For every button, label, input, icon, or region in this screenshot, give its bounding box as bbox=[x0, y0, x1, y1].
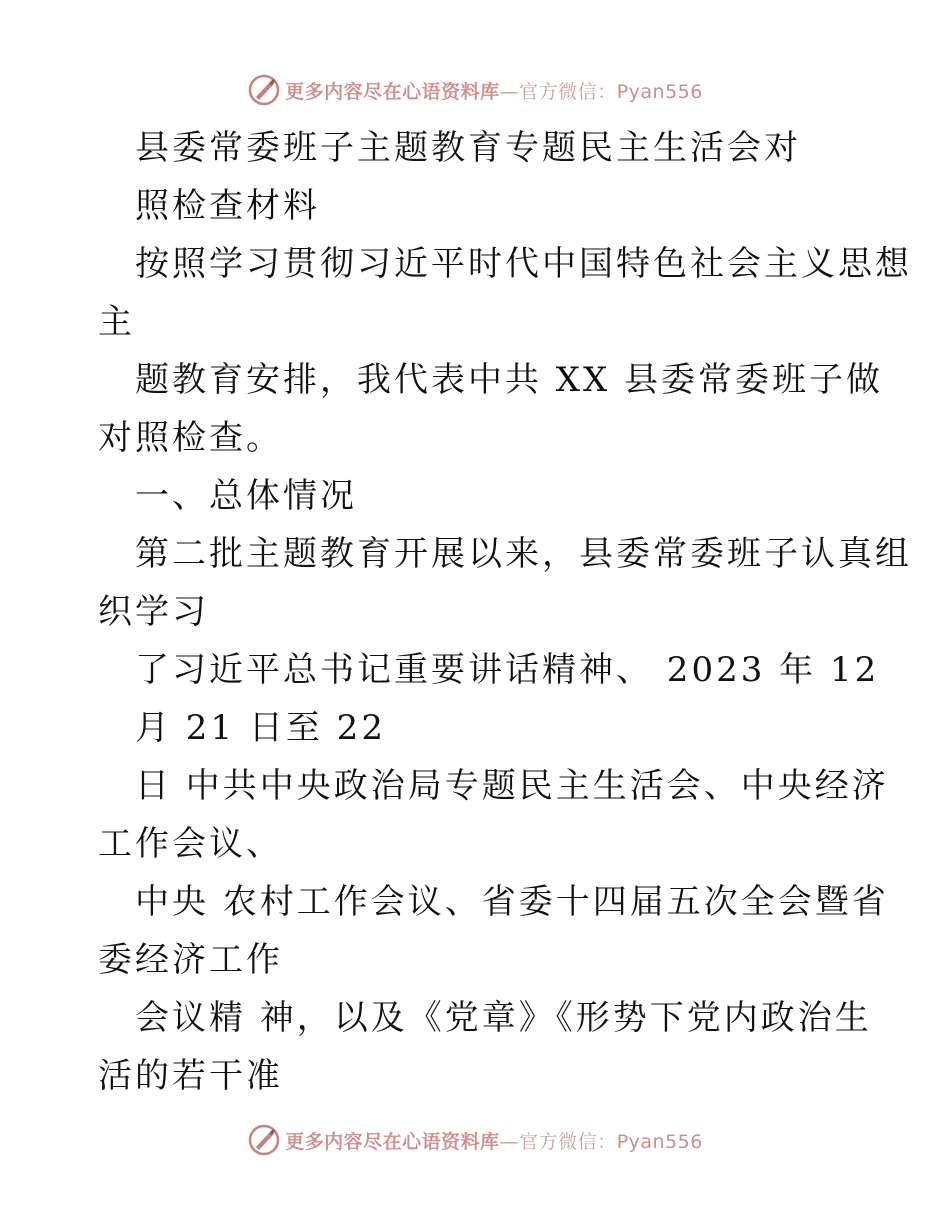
watermark-wechat-id: Pyan556 bbox=[616, 80, 703, 103]
paragraph-line: 委经济工作 bbox=[98, 940, 283, 980]
watermark-separator: —官方微信： bbox=[499, 1130, 617, 1153]
watermark-text bbox=[285, 1127, 703, 1154]
paragraph-line: 织学习 bbox=[98, 592, 209, 632]
paragraph-line: 日 中共中央政治局专题民主生活会、中央经济 bbox=[135, 766, 889, 806]
watermark-footer bbox=[0, 1120, 950, 1160]
paragraph-line: 题教育安排，我代表中共 XX 县委常委班子做 bbox=[135, 360, 884, 400]
paragraph-line: 活的若干准 bbox=[98, 1056, 283, 1096]
paragraph-line: 按照学习贯彻习近平时代中国特色社会主义思想 bbox=[135, 244, 912, 284]
paragraph-line: 主 bbox=[98, 302, 135, 342]
section-heading: 一、总体情况 bbox=[135, 476, 357, 516]
watermark-brand: 更多内容尽在心语资料库 bbox=[285, 1130, 500, 1153]
pen-logo-icon bbox=[247, 1123, 281, 1157]
watermark-separator: —官方微信： bbox=[499, 80, 617, 103]
paragraph-line: 中央 农村工作会议、省委十四届五次全会暨省 bbox=[135, 882, 889, 922]
paragraph-line: 工作会议、 bbox=[98, 824, 283, 864]
watermark-header bbox=[0, 70, 950, 110]
watermark-text bbox=[285, 77, 703, 104]
paragraph-line: 会议精 神，以及《党章》《形势下党内政治生 bbox=[135, 998, 872, 1038]
paragraph-line: 了习近平总书记重要讲话精神、 2023 年 12 bbox=[135, 650, 880, 690]
document-title-line-2: 照检查材料 bbox=[135, 186, 320, 226]
paragraph-line: 对照检查。 bbox=[98, 418, 283, 458]
paragraph-line: 月 21 日至 22 bbox=[135, 708, 386, 748]
watermark-wechat-id: Pyan556 bbox=[616, 1130, 703, 1153]
pen-logo-icon bbox=[247, 73, 281, 107]
document-title-line-1: 县委常委班子主题教育专题民主生活会对 bbox=[135, 128, 801, 168]
paragraph-line: 第二批主题教育开展以来，县委常委班子认真组 bbox=[135, 534, 912, 574]
watermark-brand: 更多内容尽在心语资料库 bbox=[285, 80, 500, 103]
